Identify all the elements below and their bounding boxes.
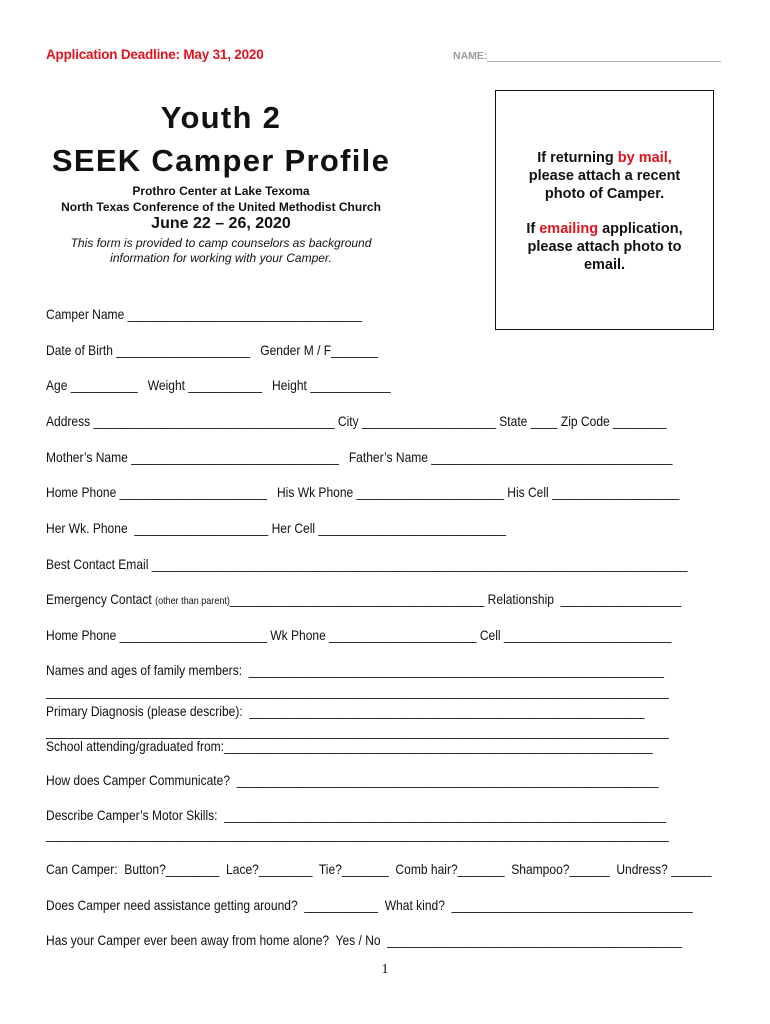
primary-diagnosis-line-2[interactable]: _____________________________________________________________________________________________ xyxy=(46,723,669,739)
form-note-line-1: This form is provided to camp counselors as background xyxy=(70,236,372,250)
title-line-1: Youth 2 xyxy=(160,100,282,135)
away-from-home-field[interactable]: Has your Camper ever been away from home alone? Yes / No ____________________________________________ xyxy=(46,932,682,948)
family-members-field[interactable]: Names and ages of family members: ______________________________________________________________ xyxy=(46,662,664,678)
emergency-phones-field[interactable]: Home Phone ______________________ Wk Phone ______________________ Cell _________________________ xyxy=(46,627,672,643)
phones-field[interactable]: Home Phone ______________________ His Wk Phone ______________________ His Cell ___________________ xyxy=(46,484,680,500)
primary-diagnosis-field[interactable]: Primary Diagnosis (please describe): ___________________________________________________________ xyxy=(46,703,645,719)
motor-skills-line-2[interactable]: _____________________________________________________________________________________________ xyxy=(46,826,669,842)
photo-box xyxy=(495,90,714,330)
name-label: NAME: xyxy=(453,50,488,62)
family-members-line-2[interactable]: _____________________________________________________________________________________________ xyxy=(46,683,669,699)
dob-gender-field[interactable]: Date of Birth ____________________ Gender M / F_______ xyxy=(46,342,379,358)
communication-field[interactable]: How does Camper Communicate? _______________________________________________________________ xyxy=(46,772,659,788)
mobility-assistance-field[interactable]: Does Camper need assistance getting around? ___________ What kind? ____________________________________ xyxy=(46,897,693,913)
page-number: 1 xyxy=(381,962,389,977)
age-weight-height-field[interactable]: Age __________ Weight ___________ Height ____________ xyxy=(46,377,391,393)
title-line-2: SEEK Camper Profile xyxy=(51,143,391,178)
email-field[interactable]: Best Contact Email ________________________________________________________________________________ xyxy=(46,556,688,572)
photo-instruction-email: If emailing application, please attach photo to email. xyxy=(526,221,683,273)
emergency-contact-field[interactable]: Emergency Contact (other than parent)______________________________________ Relationship __________________ xyxy=(46,591,682,607)
photo-instruction-mail: If returning by mail, please attach a recent photo of Camper. xyxy=(528,150,681,202)
school-field[interactable]: School attending/graduated from:________________________________________________________________ xyxy=(46,738,653,754)
camper-name-field[interactable]: Camper Name ___________________________________ xyxy=(46,306,362,322)
name-field-line[interactable] xyxy=(487,61,721,62)
location: Prothro Center at Lake Texoma xyxy=(132,184,310,198)
conference: North Texas Conference of the United Methodist Church xyxy=(61,200,381,214)
motor-skills-field[interactable]: Describe Camper’s Motor Skills: __________________________________________________________________ xyxy=(46,807,667,823)
self-care-field[interactable]: Can Camper: Button?________ Lace?________ Tie?_______ Comb hair?_______ Shampoo?______ Undress? ______ xyxy=(46,861,712,877)
address-field[interactable]: Address ____________________________________ City ____________________ State ____ Zip Code ________ xyxy=(46,413,667,429)
her-phones-field[interactable]: Her Wk. Phone ____________________ Her Cell ____________________________ xyxy=(46,520,506,536)
application-deadline: Application Deadline: May 31, 2020 xyxy=(46,47,264,62)
form-note-line-2: information for working with your Camper. xyxy=(110,251,332,265)
camp-dates: June 22 – 26, 2020 xyxy=(151,215,291,232)
parents-field[interactable]: Mother’s Name _______________________________ Father’s Name ____________________________________ xyxy=(46,449,673,465)
